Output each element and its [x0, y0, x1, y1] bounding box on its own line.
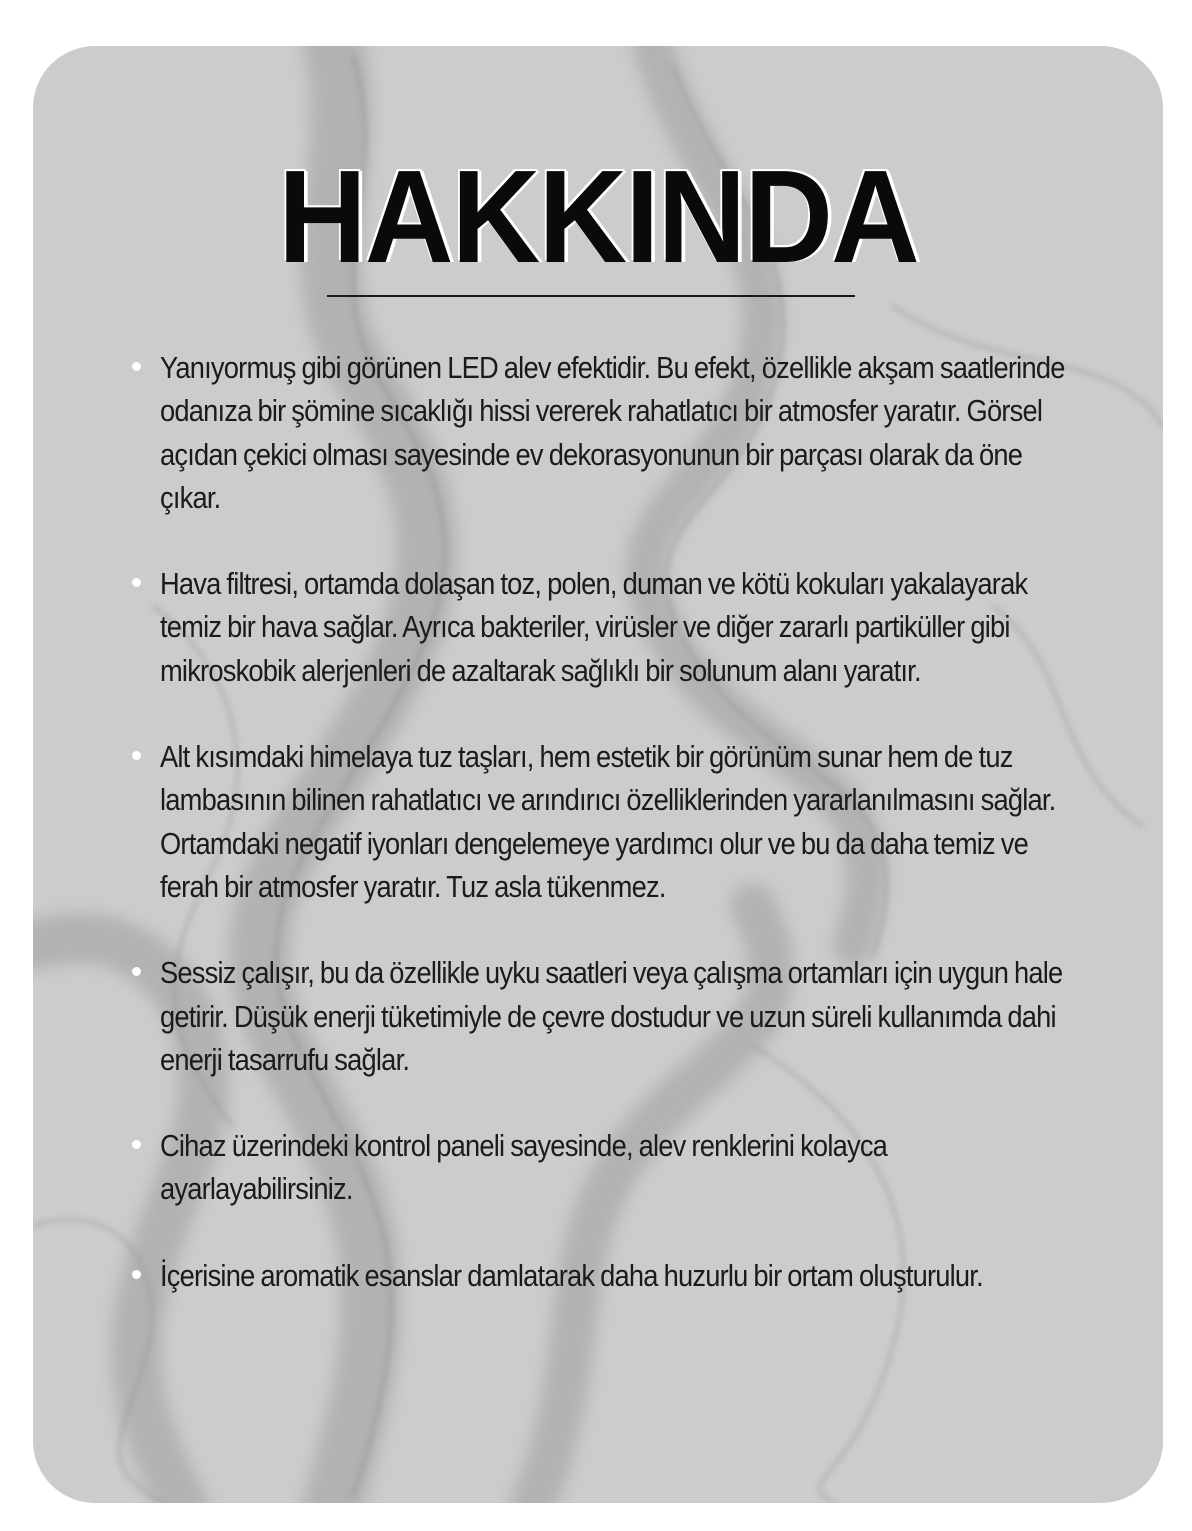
list-item — [160, 951, 1080, 1081]
list-item — [160, 735, 1080, 908]
page-title: HAKKINDA — [278, 143, 918, 290]
about-card — [33, 46, 1163, 1503]
list-item-text: Cihaz üzerindeki kontrol paneli sayesinde, alev renklerini kolayca ayarlayabilirsiniz. — [160, 1128, 888, 1207]
list-item-text: Hava filtresi, ortamda dolaşan toz, polen, duman ve kötü kokuları yakalayarak temiz bir hava sağlar. Ayrıca bakteriler, virüsler ve diğer zararlı partiküller gibi mikroskobik alerjenleri de azaltarak sağlıklı bir solunum alanı yaratır. — [160, 566, 1028, 688]
list-item-text: Sessiz çalışır, bu da özellikle uyku saatleri veya çalışma ortamları için uygun hale getirir. Düşük enerji tüketimiyle de çevre dostudur ve uzun süreli kullanımda dahi enerji tasarrufu sağlar. — [160, 955, 1063, 1077]
list-item — [160, 1124, 1080, 1211]
list-item — [160, 1254, 1080, 1297]
list-item-text: Alt kısımdaki himelaya tuz taşları, hem estetik bir görünüm sunar hem de tuz lambasının bilinen rahatlatıcı ve arındırıcı özelliklerinden yararlanılmasını sağlar. Ortamdaki negatif iyonları dengelemeye yardımcı olur ve bu da daha temiz ve ferah bir atmosfer yaratır. Tuz asla tükenmez. — [160, 739, 1056, 904]
list-item — [160, 346, 1080, 519]
bullet-icon — [132, 362, 141, 371]
list-item-text: İçerisine aromatik esanslar damlatarak daha huzurlu bir ortam oluşturulur. — [160, 1257, 983, 1293]
title-divider — [327, 295, 855, 297]
bullet-icon — [132, 751, 141, 760]
list-item-text: Yanıyormuş gibi görünen LED alev efektidir. Bu efekt, özellikle akşam saatlerinde odanıza bir şömine sıcaklığı hissi vererek rahatlatıcı bir atmosfer yaratır. Görsel açıdan çekici olması sayesinde ev dekorasyonunun bir parçası olarak da öne çıkar. — [160, 350, 1065, 515]
list-item — [160, 562, 1080, 692]
feature-list — [160, 346, 1080, 1340]
bullet-icon — [132, 1270, 141, 1279]
